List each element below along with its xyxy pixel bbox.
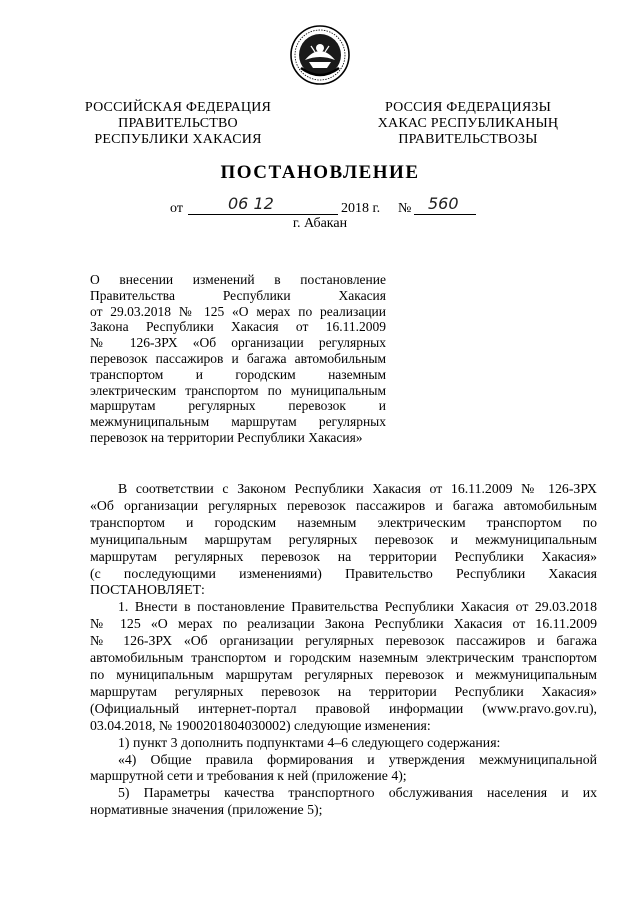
body-line: № 125 «О мерах по реализации Закона Республики Хакасия от 16.11.2009 [90,616,597,632]
body-line: № 126-ЗРХ «Об организации регулярных перевозок пассажиров и багажа [90,633,597,649]
document-body [90,481,597,819]
body-line: В соответствии с Законом Республики Хакасия от 16.11.2009 № 126-ЗРХ [118,481,597,496]
document-title: ПОСТАНОВЛЕНИЕ [220,162,420,183]
subject-line: от 29.03.2018 № 125 «О мерах по реализации [90,303,386,319]
date-year: 2018 г. [341,201,381,216]
header-right-line: ХАКАС РЕСПУБЛИКАНЫҢ [377,116,559,131]
subject-line: перевозок пассажиров и багажа автомобильным [90,350,386,366]
header-right-line: РОССИЯ ФЕДЕРАЦИЯЗЫ [384,100,552,115]
header-left-line: РОССИЙСКАЯ ФЕДЕРАЦИЯ [84,100,272,115]
city: г. Абакан [292,216,348,231]
subject-line: межмуниципальным маршрутам регулярных [90,414,386,430]
body-line: муниципальным маршрутам регулярных перевозок и межмуниципальным [90,531,597,547]
coat-of-arms-emblem [289,24,351,86]
body-line: транспортом и городским наземным электрическим транспортом по [90,514,597,530]
subject-line: О внесении изменений в постановление [90,272,386,287]
subject-line: транспортом и городским наземным [90,366,386,382]
handwritten-number: 560 [428,194,459,213]
body-line: (с последующими изменениями) Правительство Республики Хакасия [90,565,597,581]
header-left-block [62,100,294,148]
header-left-line: РЕСПУБЛИКИ ХАКАСИЯ [94,132,262,147]
subject-line: Правительства Республики Хакасия [90,287,386,303]
number-label: № [398,201,412,216]
body-line: автомобильным транспортом и городским наземным электрическим транспортом [90,650,597,666]
date-prefix: от [170,201,183,216]
body-line: маршрутной сети и требования к ней (приложение 4); [90,768,407,784]
body-line: (Официальный интернет-портал правовой информации (www.pravo.gov.ru), [90,700,597,716]
header-right-line: ПРАВИТЕЛЬСТВОЗЫ [398,132,538,147]
body-line: 1. Внести в постановление Правительства Республики Хакасия от 29.03.2018 [118,599,597,615]
subject-line: электрическим транспортом по муниципальным [90,382,386,398]
subject-line: № 126-ЗРХ «Об организации регулярных [90,335,386,351]
body-line: ПОСТАНОВЛЯЕТ: [90,582,205,598]
header-right-block [352,100,584,148]
subject-block [90,272,386,446]
body-line: маршрутам регулярных перевозок на территории Республики Хакасия» [90,548,597,564]
body-line: 5) Параметры качества транспортного обслуживания населения и их [118,785,597,801]
date-line [0,196,640,218]
body-line: 1) пункт 3 дополнить подпунктами 4–6 следующего содержания: [118,734,501,750]
subject-line: перевозок на территории Республики Хакасия» [90,429,363,445]
body-line: 03.04.2018, № 1900201804030002) следующие изменения: [90,717,431,733]
subject-line: Закона Республики Хакасия от 16.11.2009 [90,319,386,335]
body-line: маршрутам регулярных перевозок на территории Республики Хакасия» [90,683,597,699]
body-line: нормативные значения (приложение 5); [90,802,323,818]
body-line: «4) Общие правила формирования и утверждения межмуниципальной [118,751,597,767]
body-line: «Об организации регулярных перевозок пассажиров и багажа автомобильным [90,497,597,513]
header-left-line: ПРАВИТЕЛЬСТВО [118,116,238,131]
handwritten-date: 06 12 [228,194,274,213]
subject-line: маршрутам регулярных перевозок и [90,398,386,414]
body-line: по муниципальным маршрутам регулярных перевозок и межмуниципальным [90,666,597,682]
